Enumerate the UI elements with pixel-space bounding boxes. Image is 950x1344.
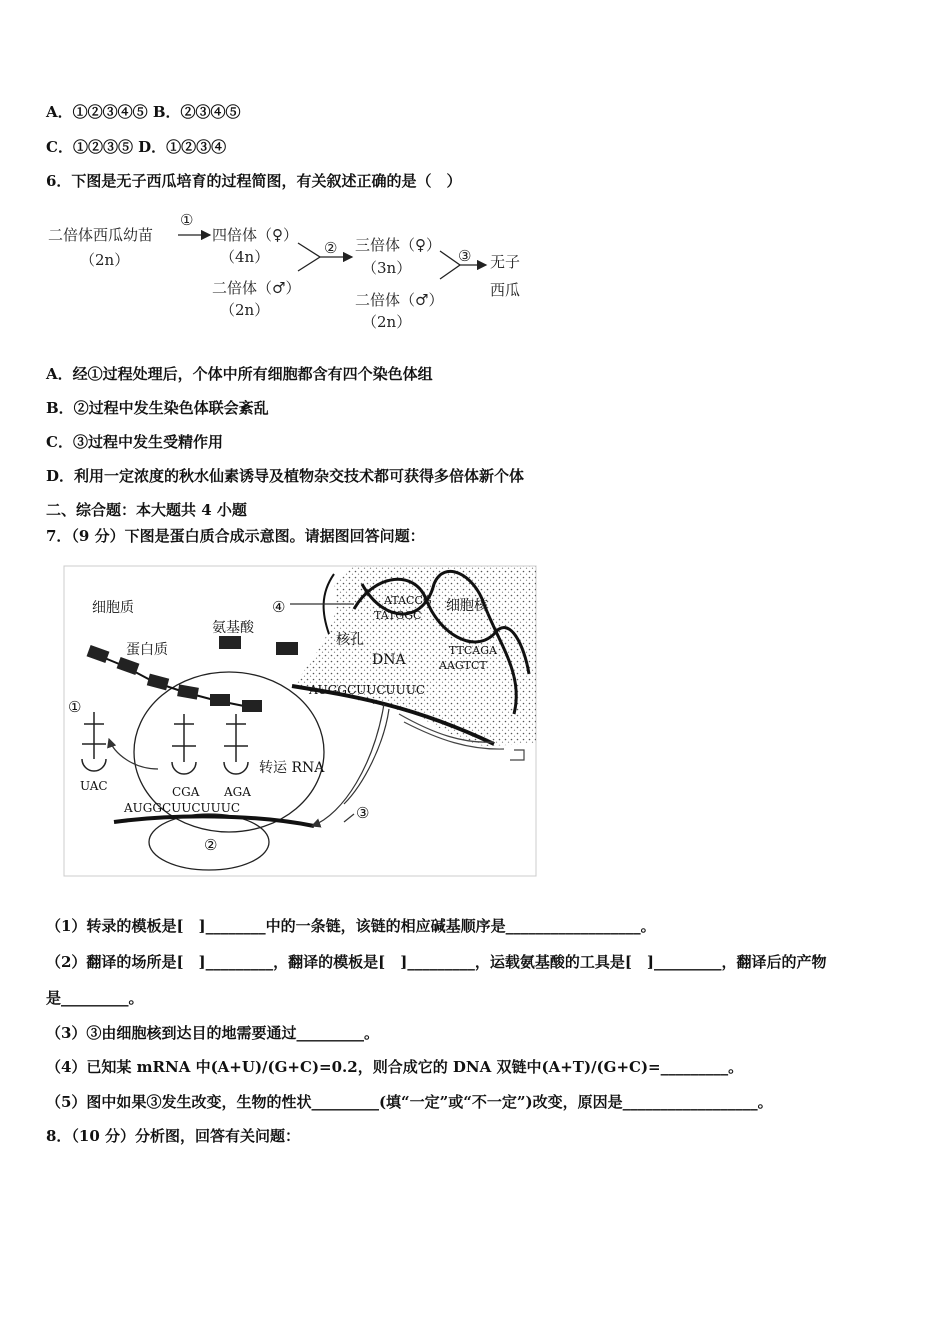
amino-acid-5 bbox=[210, 694, 230, 706]
anticodon-1: UAC bbox=[80, 779, 108, 793]
label-nuclear-pore: 核孔 bbox=[336, 632, 364, 648]
q6-option-a: A．经①过程处理后，个体中所有细胞都含有四个染色体组 bbox=[46, 365, 433, 383]
cross-bracket-1 bbox=[298, 243, 320, 271]
node-diploid-seedling-ploidy: （2n） bbox=[80, 251, 130, 269]
label-amino-acid: 氨基酸 bbox=[212, 620, 254, 636]
dna-bases-4: AAGTCT bbox=[439, 659, 487, 672]
node-seedless-2: 西瓜 bbox=[490, 281, 521, 299]
node-diploid-seedling: 二倍体西瓜幼苗 bbox=[48, 226, 154, 244]
marker-2: ② bbox=[204, 836, 218, 854]
step-2-label: ② bbox=[324, 239, 338, 257]
label-nucleus: 细胞核 bbox=[446, 598, 488, 614]
q7-sub-4: （4）已知某 mRNA 中(A+U)/(G+C)=0.2，则合成它的 DNA 双链中(A+T)/(G+C)=_________。 bbox=[46, 1058, 744, 1076]
label-protein: 蛋白质 bbox=[126, 642, 168, 658]
watermelon-breeding-diagram bbox=[40, 205, 560, 345]
node-triploid-ploidy: （3n） bbox=[362, 259, 412, 277]
free-amino-acid-1 bbox=[219, 636, 241, 649]
q7-stem: 7．（9 分）下图是蛋白质合成示意图。请据图回答问题： bbox=[46, 527, 425, 545]
anticodon-3: AGA bbox=[224, 785, 251, 799]
free-amino-acid-2 bbox=[276, 642, 298, 655]
marker-3: ③ bbox=[356, 804, 370, 822]
marker-4: ④ bbox=[272, 598, 286, 616]
q6-option-b: B．②过程中发生染色体联会紊乱 bbox=[46, 399, 269, 417]
node-triploid-female: 三倍体（♀） bbox=[355, 236, 441, 254]
q6-option-d: D．利用一定浓度的秋水仙素诱导及植物杂交技术都可获得多倍体新个体 bbox=[46, 467, 525, 485]
node-tetraploid-female: 四倍体（♀） bbox=[212, 226, 298, 244]
node-diploid-male-2: 二倍体（♂） bbox=[355, 291, 444, 309]
label-trna: 转运 RNA bbox=[259, 760, 325, 776]
protein-synthesis-figure bbox=[54, 564, 538, 890]
q8-stem: 8．（10 分）分析图，回答有关问题： bbox=[46, 1127, 301, 1145]
node-seedless-1: 无子 bbox=[490, 253, 521, 271]
q6-option-c: C．③过程中发生受精作用 bbox=[46, 433, 223, 451]
step-1-label: ① bbox=[180, 211, 194, 229]
anticodon-2: CGA bbox=[172, 785, 200, 799]
q7-sub-3: （3）③由细胞核到达目的地需要通过_________。 bbox=[46, 1024, 379, 1042]
label-cytoplasm: 细胞质 bbox=[92, 600, 134, 616]
dna-bases-2: TATGGC bbox=[374, 609, 422, 622]
mrna-bases-ribosome: AUGGCUUCUUUC bbox=[124, 801, 241, 815]
amino-acid-6 bbox=[242, 700, 262, 712]
section-2-heading: 二、综合题：本大题共 4 小题 bbox=[46, 501, 247, 519]
node-diploid-male-1: 二倍体（♂） bbox=[212, 279, 301, 297]
node-tetraploid-ploidy: （4n） bbox=[220, 248, 270, 266]
q7-sub-2a: （2）翻译的场所是[ ]_________，翻译的模板是[ ]_________，运载氨基酸的工具是[ ]_________，翻译后的产物 bbox=[46, 953, 827, 971]
q5-options-cd: C．①②③⑤ D．①②③④ bbox=[46, 138, 227, 156]
q7-sub-5: （5）图中如果③发生改变，生物的性状_________(填“一定”或“不一定”)改变，原因是__________________。 bbox=[46, 1093, 773, 1111]
node-diploid-male-2-ploidy: （2n） bbox=[362, 313, 412, 331]
dna-bases-1: ATACCG bbox=[384, 594, 432, 607]
mrna-bases-nucleus: AUGGCUUCUUUC bbox=[309, 683, 426, 697]
marker-1: ① bbox=[68, 698, 82, 716]
q6-stem: 6．下图是无子西瓜培育的过程简图，有关叙述正确的是（ ） bbox=[46, 172, 462, 190]
step-3-label: ③ bbox=[458, 247, 472, 265]
label-dna: DNA bbox=[372, 652, 406, 668]
cross-bracket-2 bbox=[440, 251, 460, 279]
q5-options-ab: A．①②③④⑤ B．②③④⑤ bbox=[46, 103, 241, 121]
node-diploid-male-1-ploidy: （2n） bbox=[220, 301, 270, 319]
q7-sub-1: （1）转录的模板是[ ]________中的一条链，该链的相应碱基顺序是__________________。 bbox=[46, 917, 656, 935]
q7-sub-2b: 是_________。 bbox=[46, 989, 144, 1007]
dna-bases-3: TTCAGA bbox=[449, 644, 497, 657]
